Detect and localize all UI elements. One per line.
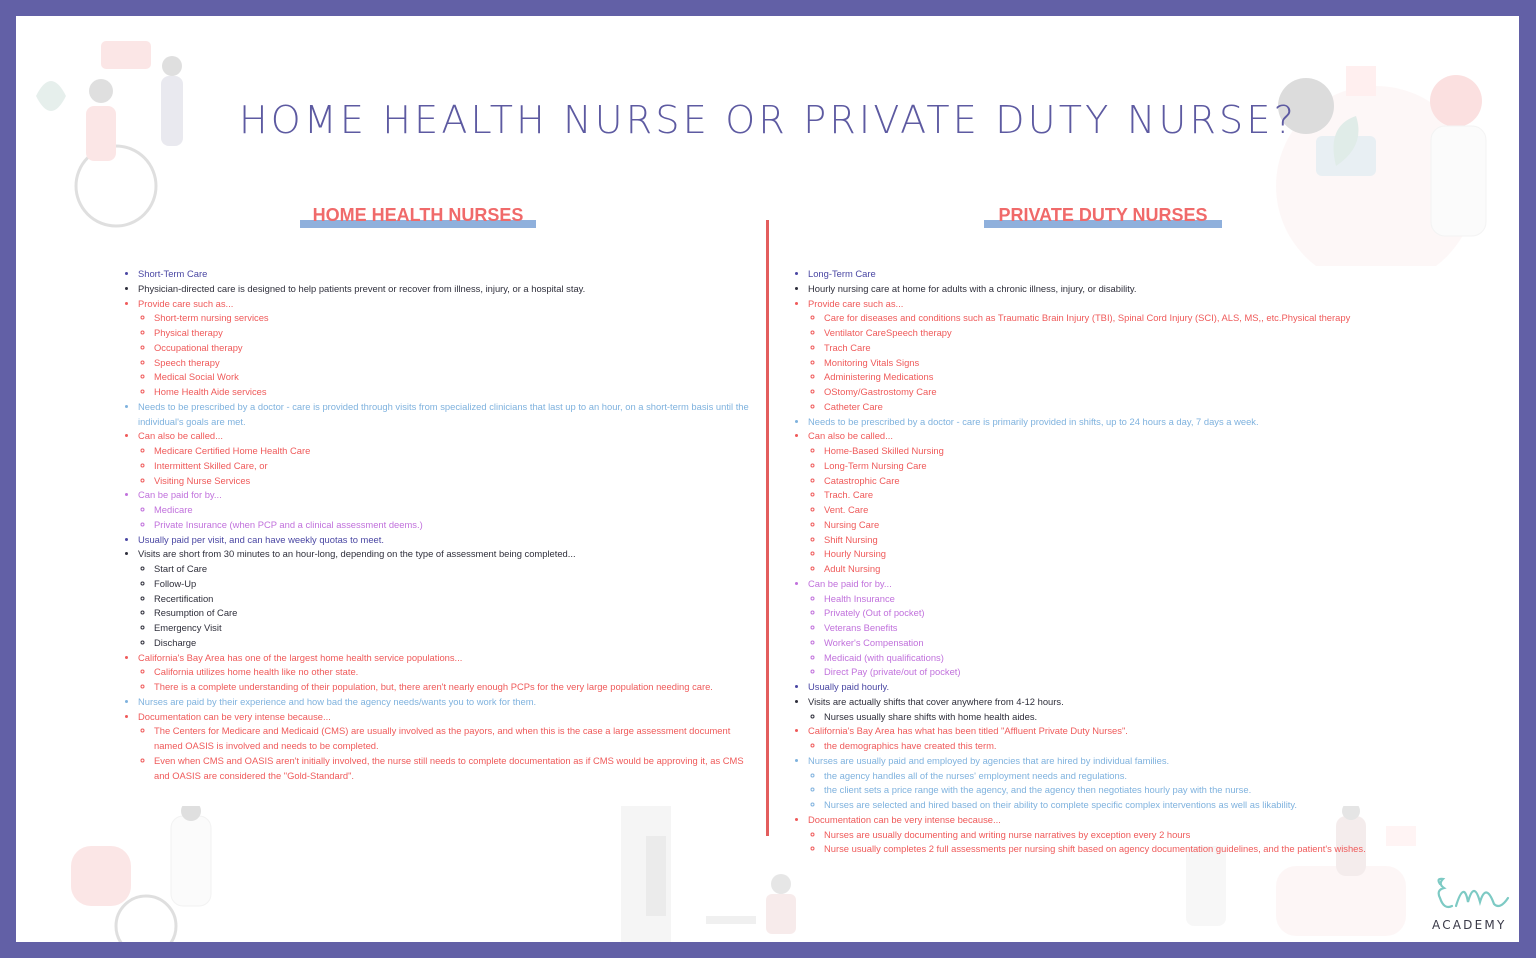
caregiver-illustration-bottom-left bbox=[51, 806, 251, 942]
list-item bbox=[808, 429, 1494, 577]
sub-list bbox=[808, 444, 1494, 577]
list-item-text: Can also be called... bbox=[138, 430, 223, 442]
home-health-heading-text: HOME HEALTH NURSES bbox=[312, 205, 524, 225]
sub-list bbox=[808, 710, 1494, 725]
sub-list bbox=[138, 665, 754, 695]
list-item-text: Visits are short from 30 minutes to an hour-long, depending on the type of assessment being completed... bbox=[138, 548, 576, 560]
list-item-text: Documentation can be very intense because... bbox=[138, 710, 331, 722]
list-item-text: Nurses are usually paid and employed by agencies that are hired by individual families. bbox=[808, 754, 1170, 766]
list-item-text: Can also be called... bbox=[808, 430, 893, 442]
sub-list-item: ◦ Trach Care bbox=[824, 341, 1494, 356]
sub-list-item: ◦ Nurses usually share shifts with home health aides. bbox=[824, 710, 1494, 725]
sub-list bbox=[138, 724, 754, 783]
column-divider bbox=[766, 220, 769, 836]
list-item-text: Physician-directed care is designed to help patients prevent or recover from illness, injury, or a hospital stay. bbox=[138, 282, 586, 294]
sub-list-item: ◦ Medicare bbox=[154, 503, 754, 518]
list-item-text: Provide care such as... bbox=[808, 297, 904, 309]
page-title: HOME HEALTH NURSE OR PRIVATE DUTY NURSE? bbox=[239, 98, 1297, 142]
sub-list-item: ◦ Medicare Certified Home Health Care bbox=[154, 444, 754, 459]
sub-list-item: ◦ Home Health Aide services bbox=[154, 385, 754, 400]
list-item-text: Usually paid per visit, and can have weekly quotas to meet. bbox=[138, 533, 384, 545]
sub-list bbox=[138, 562, 754, 651]
sub-list-item: ◦ Nursing Care bbox=[824, 518, 1494, 533]
sub-list-item: ◦ Home-Based Skilled Nursing bbox=[824, 444, 1494, 459]
sub-list-item: ◦ Health Insurance bbox=[824, 592, 1494, 607]
list-item bbox=[808, 267, 1494, 282]
list-item bbox=[808, 680, 1494, 695]
list-item-text: Visits are actually shifts that cover anywhere from 4-12 hours. bbox=[808, 695, 1064, 707]
list-item bbox=[808, 282, 1494, 297]
home-health-list bbox=[124, 267, 754, 783]
list-item bbox=[138, 533, 754, 548]
sub-list-item: ◦ Discharge bbox=[154, 636, 754, 651]
private-duty-heading-text: PRIVATE DUTY NURSES bbox=[998, 205, 1208, 225]
list-item bbox=[138, 400, 754, 430]
sub-list-item: ◦ Nurses are selected and hired based on their ability to complete specific complex interventions as well as likability. bbox=[824, 798, 1494, 813]
sub-list-item: ◦ the client sets a price range with the agency, and the agency then negotiates hourly pay with the nurse. bbox=[824, 783, 1494, 798]
sub-list-item: ◦ Even when CMS and OASIS aren't initially involved, the nurse still needs to complete documentation as if CMS would be approving it, as CMS and OASIS are considered the "Gold-Standard". bbox=[154, 754, 754, 784]
list-item-text: California's Bay Area has one of the largest home health service populations... bbox=[138, 651, 463, 663]
sub-list-item: ◦ Ventilator CareSpeech therapy bbox=[824, 326, 1494, 341]
sub-list-item: ◦ Nurse usually completes 2 full assessments per nursing shift based on agency documentation guidelines, and the patient's wishes. bbox=[824, 842, 1494, 857]
sub-list-item: ◦ the demographics have created this term. bbox=[824, 739, 1494, 754]
sub-list-item: ◦ Resumption of Care bbox=[154, 606, 754, 621]
list-item bbox=[808, 297, 1494, 415]
list-item-text: Hourly nursing care at home for adults with a chronic illness, injury, or disability. bbox=[808, 282, 1137, 294]
list-item bbox=[138, 267, 754, 282]
list-item bbox=[138, 429, 754, 488]
sub-list bbox=[808, 311, 1494, 414]
left-bullet-list bbox=[124, 267, 754, 783]
sub-list-item: ◦ Worker's Compensation bbox=[824, 636, 1494, 651]
sub-list-item: ◦ Occupational therapy bbox=[154, 341, 754, 356]
sub-list-item: ◦ Physical therapy bbox=[154, 326, 754, 341]
list-item bbox=[138, 651, 754, 695]
sub-list-item: ◦ Speech therapy bbox=[154, 356, 754, 371]
academy-logo bbox=[1432, 876, 1522, 932]
list-item-text: Nurses are paid by their experience and how bad the agency needs/wants you to work for them. bbox=[138, 695, 537, 707]
list-item-text: Can be paid for by... bbox=[138, 489, 222, 501]
sub-list-item: ◦ Trach. Care bbox=[824, 488, 1494, 503]
sub-list-item: ◦ The Centers for Medicare and Medicaid (CMS) are usually involved as the payors, and when this is the case a large assessment document named OASIS is involved and needs to be completed. bbox=[154, 724, 754, 754]
academy-logo-mark bbox=[1434, 876, 1514, 916]
list-item bbox=[138, 695, 754, 710]
sub-list-item: ◦ Veterans Benefits bbox=[824, 621, 1494, 636]
private-duty-list bbox=[794, 267, 1494, 857]
sub-list-item: ◦ Care for diseases and conditions such as Traumatic Brain Injury (TBI), Spinal Cord Injury (SCI), ALS, MS,, etc.Physical therapy bbox=[824, 311, 1494, 326]
list-item bbox=[808, 813, 1494, 857]
home-health-heading bbox=[300, 205, 536, 225]
sub-list-item: ◦ Privately (Out of pocket) bbox=[824, 606, 1494, 621]
list-item bbox=[138, 488, 754, 532]
sub-list-item: ◦ Recertification bbox=[154, 592, 754, 607]
private-duty-heading bbox=[984, 205, 1222, 225]
sub-list-item: ◦ Medical Social Work bbox=[154, 370, 754, 385]
list-item-text: California's Bay Area has what has been titled "Affluent Private Duty Nurses". bbox=[808, 725, 1128, 737]
sub-list-item: ◦ Administering Medications bbox=[824, 370, 1494, 385]
sub-list-item: ◦ Hourly Nursing bbox=[824, 547, 1494, 562]
sub-list-item: ◦ OStomy/Gastrostomy Care bbox=[824, 385, 1494, 400]
sub-list bbox=[808, 592, 1494, 681]
list-item bbox=[138, 710, 754, 784]
list-item bbox=[808, 754, 1494, 813]
sub-list-item: ◦ Vent. Care bbox=[824, 503, 1494, 518]
list-item-text: Short-Term Care bbox=[138, 268, 208, 279]
academy-logo-text: ACADEMY bbox=[1432, 918, 1507, 932]
sub-list-item: ◦ Start of Care bbox=[154, 562, 754, 577]
sub-list-item: ◦ the agency handles all of the nurses' employment needs and regulations. bbox=[824, 769, 1494, 784]
list-item-text: Long-Term Care bbox=[808, 268, 876, 279]
right-bullet-list bbox=[794, 267, 1494, 857]
sub-list-item: ◦ Emergency Visit bbox=[154, 621, 754, 636]
list-item-text: Documentation can be very intense because... bbox=[808, 813, 1001, 825]
sub-list-item: ◦ Catheter Care bbox=[824, 400, 1494, 415]
sub-list bbox=[138, 444, 754, 488]
list-item-text: Needs to be prescribed by a doctor - care is primarily provided in shifts, up to 24 hours a day, 7 days a week. bbox=[808, 415, 1259, 427]
list-item bbox=[138, 282, 754, 297]
sub-list-item: ◦ Medicaid (with qualifications) bbox=[824, 651, 1494, 666]
sub-list bbox=[808, 828, 1494, 858]
sub-list-item: ◦ Long-Term Nursing Care bbox=[824, 459, 1494, 474]
doctor-patient-illustration-top-right bbox=[1256, 46, 1516, 266]
sub-list-item: ◦ There is a complete understanding of their population, but, there aren't nearly enough PCPs for the very large population needing care. bbox=[154, 680, 754, 695]
sub-list bbox=[138, 503, 754, 533]
sub-list bbox=[808, 769, 1494, 813]
sub-list-item: ◦ Intermittent Skilled Care, or bbox=[154, 459, 754, 474]
list-item-text: Usually paid hourly. bbox=[808, 681, 890, 692]
list-item-text: Can be paid for by... bbox=[808, 577, 892, 589]
list-item-text: Provide care such as... bbox=[138, 297, 234, 309]
list-item bbox=[138, 297, 754, 400]
list-item bbox=[138, 547, 754, 650]
sub-list-item: ◦ Adult Nursing bbox=[824, 562, 1494, 577]
list-item bbox=[808, 415, 1494, 430]
sub-list-item: ◦ Direct Pay (private/out of pocket) bbox=[824, 665, 1494, 680]
sub-list-item: ◦ Monitoring Vitals Signs bbox=[824, 356, 1494, 371]
list-item-text: Needs to be prescribed by a doctor - care is provided through visits from specialized clinicians that last up to an hour, on a short-term basis until the individual's goals are met. bbox=[138, 400, 749, 427]
list-item bbox=[808, 724, 1494, 754]
sub-list-item: ◦ Short-term nursing services bbox=[154, 311, 754, 326]
list-item bbox=[808, 577, 1494, 680]
sub-list-item: ◦ Follow-Up bbox=[154, 577, 754, 592]
sub-list-item: ◦ Nurses are usually documenting and writing nurse narratives by exception every 2 hours bbox=[824, 828, 1494, 843]
sub-list bbox=[138, 311, 754, 400]
sub-list-item: ◦ Private Insurance (when PCP and a clinical assessment deems.) bbox=[154, 518, 754, 533]
sub-list-item: ◦ Visiting Nurse Services bbox=[154, 474, 754, 489]
sub-list-item: ◦ Catastrophic Care bbox=[824, 474, 1494, 489]
sub-list-item: ◦ Shift Nursing bbox=[824, 533, 1494, 548]
sub-list-item: ◦ California utilizes home health like no other state. bbox=[154, 665, 754, 680]
sub-list bbox=[808, 739, 1494, 754]
list-item bbox=[808, 695, 1494, 725]
